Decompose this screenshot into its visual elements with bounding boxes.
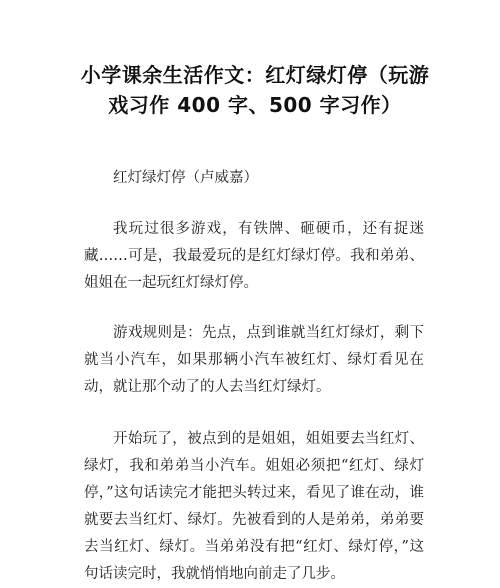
document-title-line-2: 戏习作 400 字、500 字习作） — [108, 93, 402, 117]
essay-paragraph-2: 游戏规则是：先点，点到谁就当红灯绿灯，剩下就当小汽车，如果那辆小汽车被红灯、绿灯看见在动，就让那个动了的人去当红灯绿灯。 — [84, 325, 424, 395]
essay-paragraph-3: 开始玩了，被点到的是姐姐，姐姐要去当红灯、绿灯，我和弟弟当小汽车。姐姐必须把“红灯、绿灯停，”这句话读完才能把头转过来，看见了谁在动，谁就要去当红灯、绿灯。先被看到的人是弟弟，弟弟要去当红灯、绿灯。当弟弟没有把“红灯、绿灯停，”这句话读完时，我就悄悄地向前走了几步。 — [84, 431, 424, 582]
document-title-line-1: 小学课余生活作文：红灯绿灯停（玩游 — [80, 63, 430, 87]
document-title — [70, 60, 440, 120]
essay-subtitle: 红灯绿灯停（卢威嘉） — [113, 170, 258, 186]
essay-paragraph-1: 我玩过很多游戏，有铁牌、砸硬币，还有捉迷藏……可是，我最爱玩的是红灯绿灯停。我和弟弟、姐姐在一起玩红灯绿灯停。 — [84, 221, 424, 291]
